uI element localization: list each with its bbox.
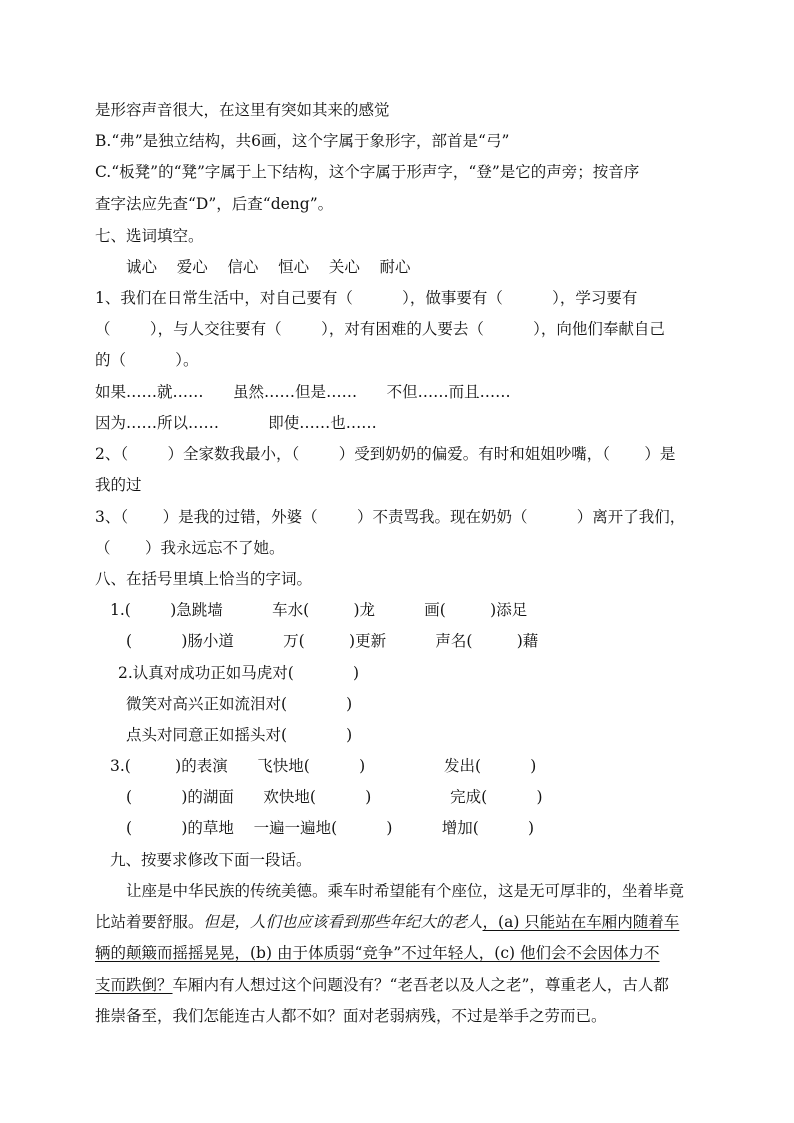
option-c-line-2: 查字法应先查“D”，后查“deng”。 bbox=[95, 195, 334, 213]
underlined-clause-c-end: 支而跌倒？ bbox=[95, 976, 173, 994]
paragraph-line-5: 推崇备至，我们怎能连古人都不如？面对老弱病残，不过是举手之劳而已。 bbox=[95, 1007, 607, 1025]
paragraph-text: 车厢内有人想过这个问题没有？“老吾老以及人之老”，尊重老人，古人都 bbox=[172, 976, 669, 994]
section-9-title: 九、按要求修改下面一段话。 bbox=[110, 851, 312, 869]
phrase-line-2: ( )的湖面 欢快地( ) 完成( ) bbox=[126, 788, 543, 806]
question-1-line-2: （ ），与人交往要有（ ），对有困难的人要去（ ），向他们奉献自己 bbox=[95, 320, 665, 338]
paragraph-line-4 bbox=[95, 975, 669, 995]
phrase-line-1: 3.( )的表演 飞快地( ) 发出( ) bbox=[110, 757, 537, 775]
section-7-title: 七、选词填空。 bbox=[95, 227, 204, 245]
conjunctions-line-2: 因为……所以…… 即使……也…… bbox=[95, 414, 377, 432]
idiom-line-2: ( )肠小道 万( )更新 声名( )藉 bbox=[126, 632, 539, 650]
italic-sentence: 但是，人们也应该看到那些年纪大的老人 bbox=[203, 913, 483, 931]
analogy-line-2: 微笑对高兴正如流泪对( ) bbox=[126, 695, 353, 713]
paragraph-line-3: 辆的颠簸而摇摇晃晃，(b) 由于体质弱“竞争”不过年轻人，(c) 他们会不会因体力不 bbox=[95, 944, 660, 962]
paragraph-line-2 bbox=[95, 912, 679, 932]
analogy-line-3: 点头对同意正如摇头对( ) bbox=[126, 726, 353, 744]
paragraph-line-1: 让座是中华民族的传统美德。乘车时希望能有个座位，这是无可厚非的，坐着毕竟 bbox=[126, 882, 685, 900]
question-1-line-3: 的（ ）。 bbox=[95, 351, 199, 369]
paragraph-text: 比站着要舒服。 bbox=[95, 913, 204, 931]
phrase-line-3: ( )的草地 一遍一遍地( ) 增加( ) bbox=[126, 819, 535, 837]
question-1-line-1: 1、我们在日常生活中，对自己要有（ ），做事要有（ ），学习要有 bbox=[95, 289, 638, 307]
question-3-line-2: （ ）我永远忘不了她。 bbox=[95, 539, 285, 557]
question-2-line-2: 我的过 bbox=[95, 476, 142, 494]
conjunctions-line-1: 如果……就…… 虽然……但是…… 不但……而且…… bbox=[95, 383, 511, 401]
word-choices: 诚心 爱心 信心 恒心 关心 耐心 bbox=[126, 258, 411, 276]
question-2-line-1: 2、（ ）全家数我最小，（ ）受到奶奶的偏爱。有时和姐姐吵嘴，（ ）是 bbox=[95, 445, 676, 463]
section-8-title: 八、在括号里填上恰当的字词。 bbox=[95, 570, 313, 588]
underlined-clause-a: ，(a) 只能站在车厢内随着车 bbox=[482, 913, 680, 931]
option-b: B.“弗”是独立结构，共6画，这个字属于象形字，部首是“弓” bbox=[95, 132, 510, 150]
option-c-line-1: C.“板凳”的“凳”字属于上下结构，这个字属于形声字，“登”是它的声旁；按音序 bbox=[95, 163, 640, 181]
analogy-line-1: 2.认真对成功正如马虎对( ) bbox=[118, 664, 360, 682]
question-3-line-1: 3、（ ）是我的过错，外婆（ ）不责骂我。现在奶奶（ ）离开了我们， bbox=[95, 508, 686, 526]
idiom-line-1: 1.( )急跳墙 车水( )龙 画( )添足 bbox=[110, 601, 528, 619]
option-a-continued: 是形容声音很大，在这里有突如其来的感觉 bbox=[95, 101, 390, 119]
